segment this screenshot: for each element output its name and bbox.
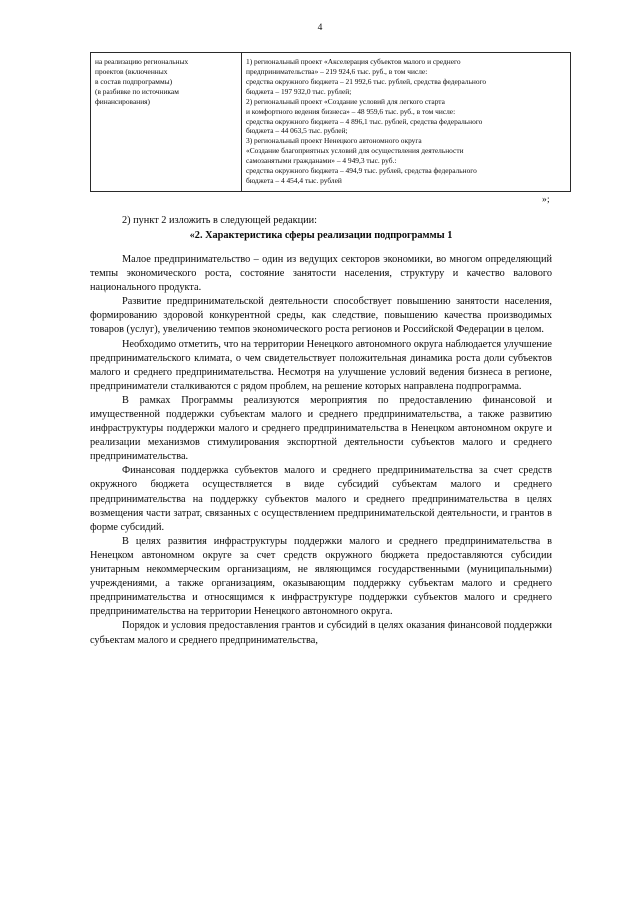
- table-cell-line: «Создание благоприятных условий для осуществления деятельности: [246, 146, 464, 156]
- table-row: [91, 53, 571, 192]
- table-cell-line: и комфортного ведения бизнеса» – 48 959,6 тыс. руб., в том числе:: [246, 106, 456, 116]
- body-paragraph: Необходимо отметить, что на территории Ненецкого автономного округа наблюдается улучшение предпринимательского климата, о чем свидетельствует положительная динамика роста доли субъектов малого и среднего предпринимательства. Несмотря на улучшение условий ведения бизнеса в регионе, предприниматели сталкиваются с рядом проблем, на решение которых направлена подпрограмма.: [90, 338, 552, 392]
- page-number: 4: [317, 23, 323, 33]
- body-paragraph: Развитие предпринимательской деятельности способствует повышению занятости населения, формированию здоровой конкурентной среды, как следствие, повышению качества производимых товаров (услуг), увеличению темпов экономического роста регионов и Российской Федерации в целом.: [90, 296, 552, 336]
- table-cell-line: средства окружного бюджета – 4 896,1 тыс. рублей, средства федерального: [246, 116, 483, 126]
- closing-quote-mark: »;: [542, 194, 550, 205]
- table-cell-line: бюджета – 44 063,5 тыс. рублей;: [246, 126, 348, 136]
- body-paragraph: Малое предпринимательство – один из ведущих секторов экономики, во многом определяющий темпы экономического роста, состояние занятости населения, структуру и качество валового национального продукта.: [90, 253, 552, 294]
- body-paragraph: В целях развития инфраструктуры поддержки малого и среднего предпринимательства в Ненецком автономном округе за счет средств окружного бюджета предоставляются субсидии унитарным некоммерческим организациям, не являющимся государственными (муниципальными) учреждениями, а также организациям, оказывающим поддержку субъектам малого и среднего предпринимательства и относящимся к инфраструктуре поддержки субъектов малого и среднего предпринимательства на территории Ненецкого автономного округа.: [90, 535, 552, 618]
- table-cell-line: 2) региональный проект «Создание условий для легкого старта: [246, 96, 445, 106]
- table-cell-line: самозанятыми гражданами» – 4 949,3 тыс. руб.:: [246, 156, 397, 166]
- table-cell-line: финансирования): [95, 96, 151, 106]
- body-paragraph: Порядок и условия предоставления грантов и субсидий в целях оказания финансовой поддержки субъектам малого и среднего предпринимательства,: [90, 620, 552, 646]
- table-cell-line: средства окружного бюджета – 494,9 тыс. рублей, средства федерального: [246, 166, 477, 176]
- table-cell-line: средства окружного бюджета – 21 992,6 тыс. рублей, средства федерального: [246, 76, 487, 86]
- parameters-table: [90, 52, 571, 192]
- table-cell-line: 1) региональный проект «Акселерация субъектов малого и среднего: [246, 57, 461, 66]
- body-paragraph: В рамках Программы реализуются мероприятия по предоставлению финансовой и имущественной поддержки субъектам малого и среднего предпринимательства, а также развитию инфраструктуры поддержки малого и среднего предпринимательства в Ненецком автономном округе и реализации механизмов стимулирования экспортной деятельности субъектов малого и среднего предпринимательства.: [90, 394, 552, 463]
- table-cell-line: бюджета – 4 454,4 тыс. рублей: [246, 176, 342, 186]
- document-content: [90, 52, 552, 648]
- table-cell-label: [91, 53, 242, 192]
- table-cell-line: проектов (включенных: [95, 66, 168, 76]
- body-paragraph: Финансовая поддержка субъектов малого и среднего предпринимательства за счет средств окружного бюджета осуществляется в виде субсидий субъектам малого и среднего предпринимательства на поддержку субъектов малого и среднего предпринимательства в целях возмещения части затрат, связанных с осуществлением предпринимательской деятельности, и грантов в форме субсидий.: [90, 465, 552, 533]
- table-cell-value: [242, 53, 571, 192]
- table-cell-line: предпринимательства» – 219 924,6 тыс. руб., в том числе:: [246, 66, 428, 76]
- table-cell-line: (в разбивке по источникам: [95, 86, 179, 96]
- table-cell-line: в состав подпрограммы): [95, 76, 173, 86]
- table-cell-line: 3) региональный проект Ненецкого автономного округа: [246, 136, 422, 146]
- amendment-item-intro: 2) пункт 2 изложить в следующей редакции:: [122, 214, 318, 226]
- table-cell-line: бюджета – 197 932,0 тыс. рублей;: [246, 86, 352, 96]
- section-heading: «2. Характеристика сферы реализации подпрограммы 1: [189, 230, 453, 242]
- table-cell-line: на реализацию региональных: [95, 57, 189, 66]
